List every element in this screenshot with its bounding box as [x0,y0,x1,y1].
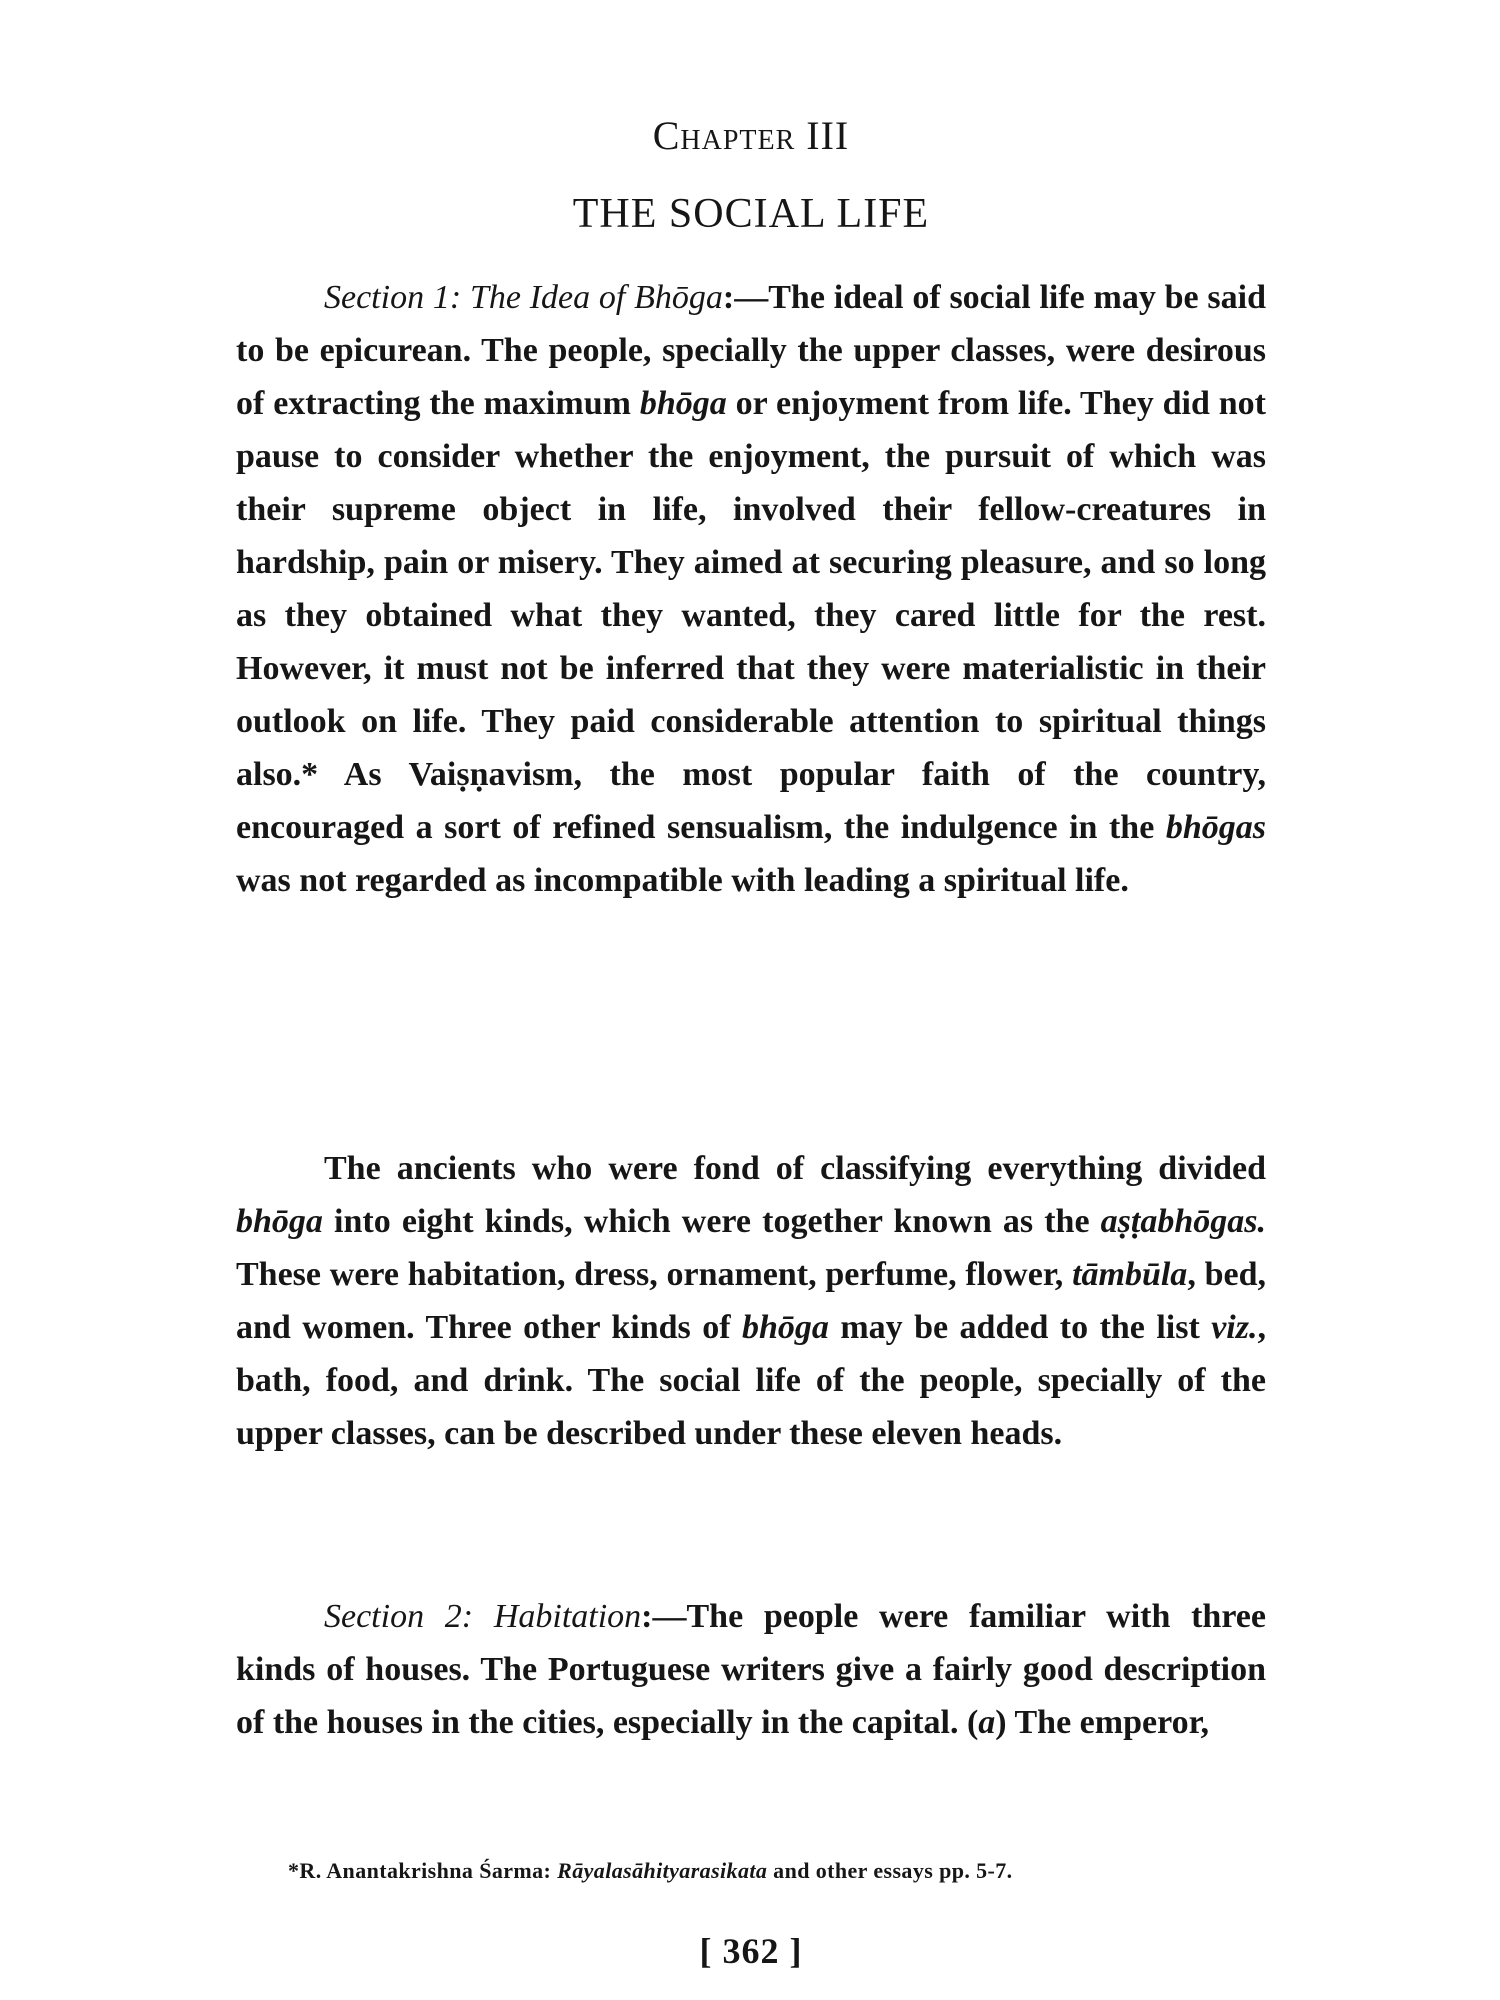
section-2-dash: :— [641,1598,687,1635]
section-1-italic-b: bhōgas [1165,809,1266,846]
para-2-italic-a: bhōga [236,1203,323,1240]
section-1-text-c: was not regarded as incompatible with leading a spiritual life. [236,862,1129,899]
para-2-text-a: The ancients who were fond of classifying everything divided [324,1150,1266,1187]
chapter-title: THE SOCIAL LIFE [572,191,930,237]
para-2-italic-d: bhōga [741,1309,829,1346]
page-number: [ 362 ] [699,1931,803,1971]
para-2-text-d: , bed, and women. Three other kinds of [236,1256,1266,1346]
para-2-text-e: may be added to the list [828,1309,1212,1346]
para-2-italic-e: viz. [1211,1309,1258,1346]
section-2-text-a: The people were familiar with three kinds of houses. The Portuguese writers give a fairly good description of the houses in the cities, especially in the capital. ( [236,1598,1266,1741]
section-1-paragraph [236,271,1266,907]
section-1-heading: Section 1: The Idea of Bhōga [324,279,723,316]
footnote [288,1858,1268,1884]
book-page [236,0,1266,2000]
section-2-paragraph [236,1590,1266,1749]
section-2-heading: Section 2: Habitation [324,1598,642,1635]
footnote-author: *R. Anantakrishna Śarma: [288,1858,552,1883]
footnote-rest: and other essays pp. 5-7. [773,1858,1013,1883]
section-1-dash: :— [722,279,769,316]
section-1-italic-a: bhōga [639,385,727,422]
footnote-work: Rāyalasāhityarasikata [557,1858,768,1883]
section-1-text-b: or enjoyment from life. They did not pause to consider whether the enjoyment, the pursuit of which was their supreme object in life, involved their fellow-creatures in hardship, pain or misery. They aimed at securing pleasure, and so long as they obtained what they wanted, they cared little for the rest. However, it must not be inferred that they were materialistic in their outlook on life. They paid considerable attention to spiritual things also.* As Vaiṣṇavism, the most popular faith of the country, encouraged a sort of refined sensualism, the indulgence in the [236,385,1266,846]
para-2-italic-b: aṣṭabhōgas. [1100,1203,1266,1240]
section-1-text-a: The ideal of social life may be said to be epicurean. The people, specially the upper classes, were desirous of extracting the maximum [236,279,1266,422]
section-2-text-b: ) The emperor, [995,1704,1210,1741]
chapter-label: Chapter III [652,113,850,158]
para-2-text-c: These were habitation, dress, ornament, perfume, flower, [236,1256,1073,1293]
section-2-italic-a: a [978,1704,996,1741]
para-2-text-b: into eight kinds, which were together known as the [322,1203,1101,1240]
para-2-text-f: , bath, food, and drink. The social life of the people, specially of the upper classes, can be described under these eleven heads. [236,1309,1266,1452]
para-2-italic-c: tāmbūla [1072,1256,1188,1293]
bhoga-classification-paragraph [236,1142,1266,1460]
